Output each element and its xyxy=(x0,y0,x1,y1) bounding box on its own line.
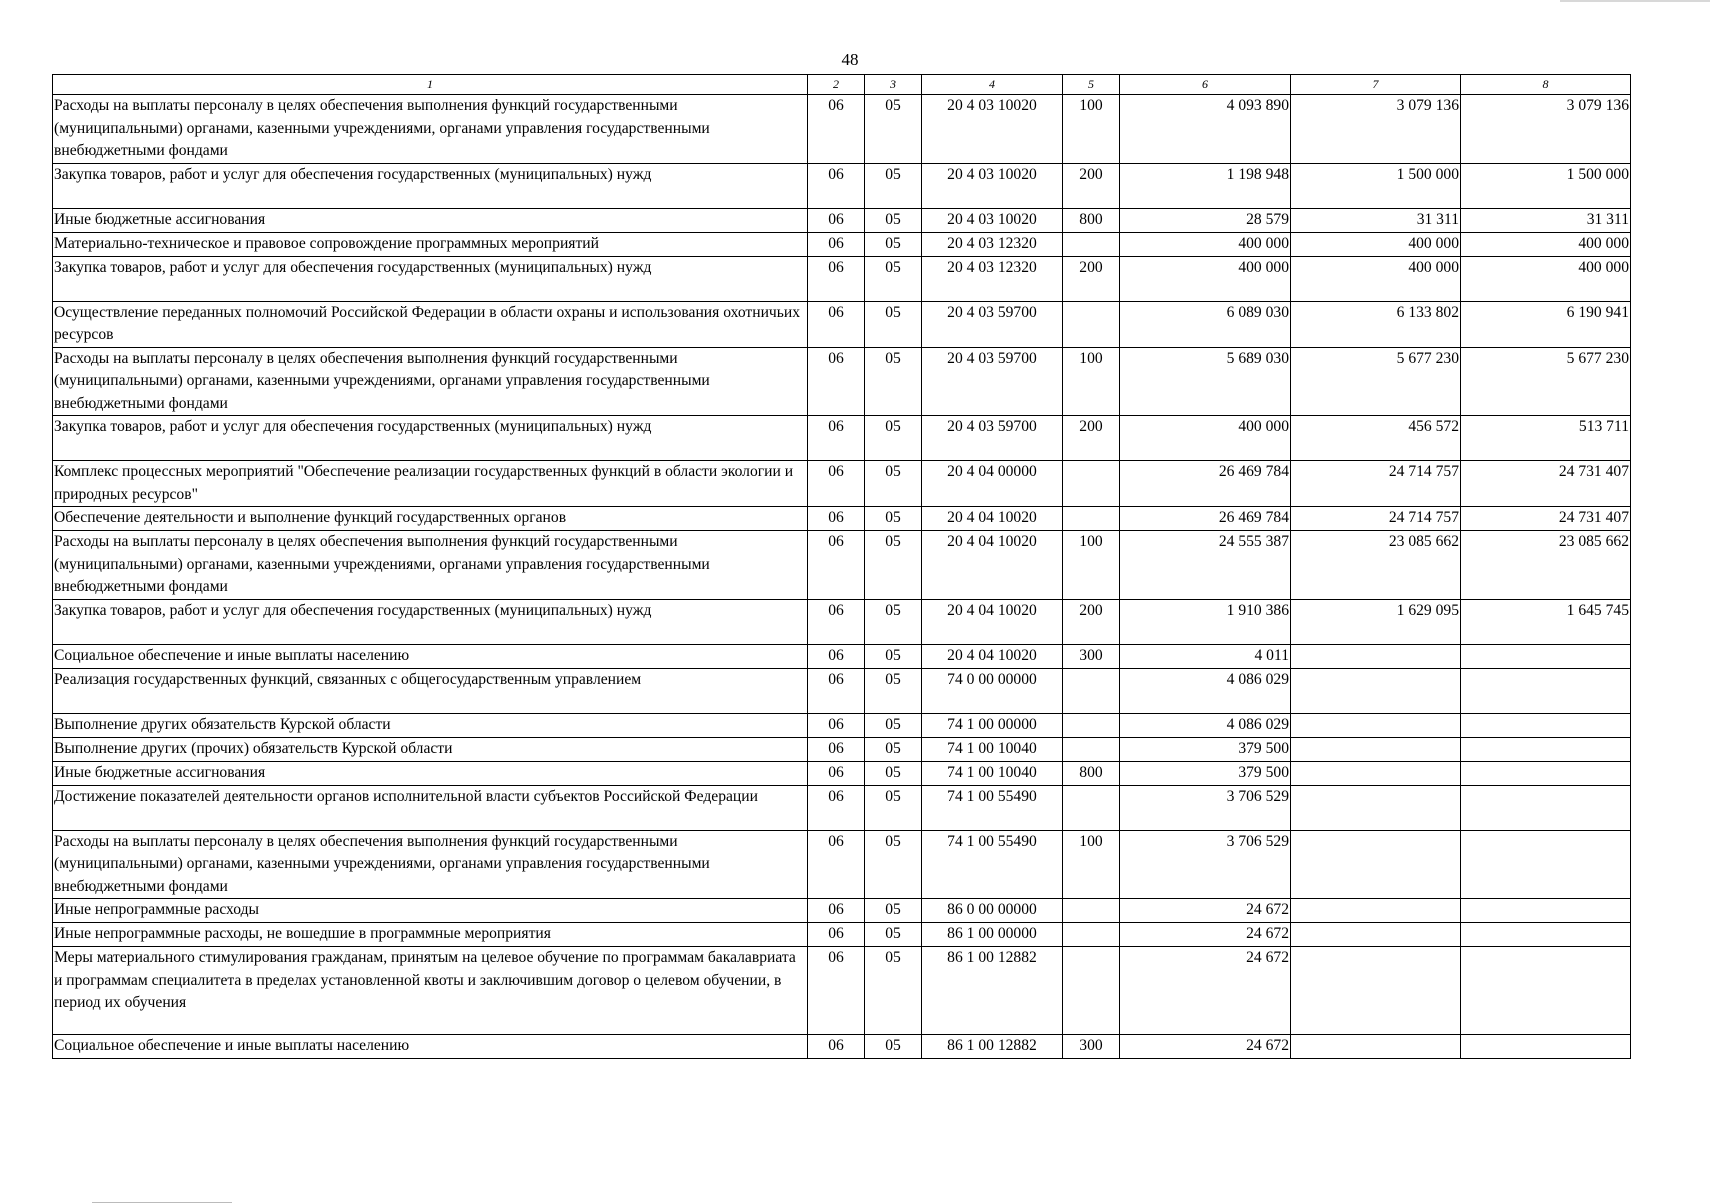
cell-amount-col6: 4 086 029 xyxy=(1120,668,1291,713)
cell-name: Закупка товаров, работ и услуг для обеспечения государственных (муниципальных) нужд xyxy=(53,416,808,461)
cell-amount-col8: 400 000 xyxy=(1461,232,1631,256)
cell-subsection: 05 xyxy=(865,507,922,531)
cell-section: 06 xyxy=(808,785,865,830)
cell-name: Комплекс процессных мероприятий "Обеспечение реализации государственных функций в области экологии и природных ресурсов" xyxy=(53,461,808,507)
cell-section: 06 xyxy=(808,507,865,531)
cell-target-article: 86 1 00 12882 xyxy=(922,1035,1063,1059)
cell-amount-col6: 26 469 784 xyxy=(1120,507,1291,531)
cell-amount-col7 xyxy=(1291,737,1461,761)
cell-expense-type xyxy=(1063,947,1120,1035)
cell-amount-col8 xyxy=(1461,1035,1631,1059)
cell-subsection: 05 xyxy=(865,347,922,416)
cell-expense-type: 100 xyxy=(1063,531,1120,600)
cell-amount-col7 xyxy=(1291,899,1461,923)
cell-amount-col8 xyxy=(1461,644,1631,668)
cell-expense-type: 300 xyxy=(1063,644,1120,668)
cell-section: 06 xyxy=(808,461,865,507)
table-row xyxy=(53,232,1631,256)
cell-expense-type: 800 xyxy=(1063,761,1120,785)
cell-expense-type: 100 xyxy=(1063,95,1120,164)
cell-section: 06 xyxy=(808,531,865,600)
cell-target-article: 86 1 00 00000 xyxy=(922,923,1063,947)
cell-subsection: 05 xyxy=(865,785,922,830)
cell-amount-col8 xyxy=(1461,668,1631,713)
cell-section: 06 xyxy=(808,599,865,644)
cell-amount-col6: 1 198 948 xyxy=(1120,163,1291,208)
cell-target-article: 86 0 00 00000 xyxy=(922,899,1063,923)
cell-section: 06 xyxy=(808,737,865,761)
table-row xyxy=(53,761,1631,785)
cell-amount-col6: 400 000 xyxy=(1120,256,1291,301)
cell-expense-type: 200 xyxy=(1063,599,1120,644)
cell-amount-col7: 400 000 xyxy=(1291,256,1461,301)
cell-amount-col6: 3 706 529 xyxy=(1120,830,1291,899)
table-row xyxy=(53,830,1631,899)
cell-section: 06 xyxy=(808,668,865,713)
cell-section: 06 xyxy=(808,208,865,232)
cell-target-article: 74 1 00 10040 xyxy=(922,737,1063,761)
cell-amount-col8: 23 085 662 xyxy=(1461,531,1631,600)
table-row xyxy=(53,1035,1631,1059)
cell-target-article: 20 4 03 10020 xyxy=(922,163,1063,208)
table-row xyxy=(53,947,1631,1035)
cell-amount-col6: 24 672 xyxy=(1120,899,1291,923)
cell-subsection: 05 xyxy=(865,461,922,507)
cell-amount-col8 xyxy=(1461,923,1631,947)
cell-target-article: 20 4 03 12320 xyxy=(922,256,1063,301)
cell-target-article: 74 1 00 00000 xyxy=(922,713,1063,737)
cell-amount-col8: 5 677 230 xyxy=(1461,347,1631,416)
cell-name: Закупка товаров, работ и услуг для обеспечения государственных (муниципальных) нужд xyxy=(53,599,808,644)
cell-subsection: 05 xyxy=(865,599,922,644)
cell-target-article: 20 4 04 10020 xyxy=(922,531,1063,600)
cell-amount-col6: 4 086 029 xyxy=(1120,713,1291,737)
cell-expense-type: 100 xyxy=(1063,347,1120,416)
column-header-3: 3 xyxy=(865,75,922,95)
header-row xyxy=(53,75,1631,95)
cell-target-article: 20 4 03 59700 xyxy=(922,301,1063,347)
table-row xyxy=(53,737,1631,761)
cell-amount-col8 xyxy=(1461,830,1631,899)
cell-section: 06 xyxy=(808,923,865,947)
cell-name: Реализация государственных функций, связанных с общегосударственным управлением xyxy=(53,668,808,713)
table-body xyxy=(53,95,1631,1059)
cell-amount-col8: 1 500 000 xyxy=(1461,163,1631,208)
cell-amount-col8 xyxy=(1461,761,1631,785)
cell-section: 06 xyxy=(808,644,865,668)
cell-expense-type xyxy=(1063,899,1120,923)
cell-amount-col8 xyxy=(1461,737,1631,761)
cell-amount-col7 xyxy=(1291,947,1461,1035)
cell-subsection: 05 xyxy=(865,830,922,899)
cell-expense-type: 200 xyxy=(1063,163,1120,208)
cell-target-article: 74 0 00 00000 xyxy=(922,668,1063,713)
table-row xyxy=(53,163,1631,208)
cell-amount-col7 xyxy=(1291,713,1461,737)
column-header-4: 4 xyxy=(922,75,1063,95)
cell-name: Материально-техническое и правовое сопровождение программных мероприятий xyxy=(53,232,808,256)
column-header-7: 7 xyxy=(1291,75,1461,95)
cell-target-article: 74 1 00 55490 xyxy=(922,830,1063,899)
cell-name: Закупка товаров, работ и услуг для обеспечения государственных (муниципальных) нужд xyxy=(53,163,808,208)
cell-name: Обеспечение деятельности и выполнение функций государственных органов xyxy=(53,507,808,531)
cell-subsection: 05 xyxy=(865,761,922,785)
cell-amount-col8: 31 311 xyxy=(1461,208,1631,232)
table-row xyxy=(53,461,1631,507)
cell-amount-col6: 3 706 529 xyxy=(1120,785,1291,830)
cell-target-article: 20 4 03 12320 xyxy=(922,232,1063,256)
cell-name: Меры материального стимулирования гражданам, принятым на целевое обучение по программам бакалавриата и программам специалитета в пределах установленной квоты и заключившим договор о целевом обучении, в период их обучения xyxy=(53,947,808,1035)
cell-amount-col7 xyxy=(1291,644,1461,668)
cell-amount-col8: 400 000 xyxy=(1461,256,1631,301)
cell-amount-col7: 24 714 757 xyxy=(1291,461,1461,507)
cell-target-article: 20 4 03 10020 xyxy=(922,208,1063,232)
cell-expense-type xyxy=(1063,507,1120,531)
cell-name: Расходы на выплаты персоналу в целях обеспечения выполнения функций государственными (муниципальными) органами, казенными учреждениями, органами управления государственными внебюджетными фондами xyxy=(53,830,808,899)
cell-amount-col8: 24 731 407 xyxy=(1461,461,1631,507)
cell-subsection: 05 xyxy=(865,947,922,1035)
cell-subsection: 05 xyxy=(865,899,922,923)
cell-name: Иные непрограммные расходы xyxy=(53,899,808,923)
table-row xyxy=(53,301,1631,347)
cell-amount-col8: 24 731 407 xyxy=(1461,507,1631,531)
cell-section: 06 xyxy=(808,830,865,899)
cell-amount-col6: 24 555 387 xyxy=(1120,531,1291,600)
cell-amount-col8: 1 645 745 xyxy=(1461,599,1631,644)
cell-amount-col6: 400 000 xyxy=(1120,232,1291,256)
cell-section: 06 xyxy=(808,416,865,461)
cell-subsection: 05 xyxy=(865,713,922,737)
cell-section: 06 xyxy=(808,232,865,256)
page-number: 48 xyxy=(841,50,859,69)
table-row xyxy=(53,923,1631,947)
cell-subsection: 05 xyxy=(865,163,922,208)
cell-target-article: 20 4 03 59700 xyxy=(922,347,1063,416)
cell-expense-type xyxy=(1063,713,1120,737)
cell-amount-col7: 1 500 000 xyxy=(1291,163,1461,208)
cell-expense-type xyxy=(1063,737,1120,761)
cell-expense-type xyxy=(1063,461,1120,507)
table-row xyxy=(53,599,1631,644)
cell-expense-type: 800 xyxy=(1063,208,1120,232)
cell-expense-type xyxy=(1063,232,1120,256)
cell-target-article: 20 4 04 10020 xyxy=(922,507,1063,531)
cell-amount-col7: 23 085 662 xyxy=(1291,531,1461,600)
cell-section: 06 xyxy=(808,899,865,923)
column-header-1: 1 xyxy=(53,75,808,95)
table-row xyxy=(53,95,1631,164)
cell-amount-col8 xyxy=(1461,899,1631,923)
cell-amount-col8 xyxy=(1461,947,1631,1035)
cell-section: 06 xyxy=(808,761,865,785)
cell-name: Иные бюджетные ассигнования xyxy=(53,208,808,232)
cell-amount-col7: 5 677 230 xyxy=(1291,347,1461,416)
cell-amount-col7: 1 629 095 xyxy=(1291,599,1461,644)
cell-amount-col6: 24 672 xyxy=(1120,947,1291,1035)
cell-amount-col7 xyxy=(1291,761,1461,785)
cell-target-article: 86 1 00 12882 xyxy=(922,947,1063,1035)
table-row xyxy=(53,899,1631,923)
cell-name: Расходы на выплаты персоналу в целях обеспечения выполнения функций государственными (муниципальными) органами, казенными учреждениями, органами управления государственными внебюджетными фондами xyxy=(53,95,808,164)
table-row xyxy=(53,347,1631,416)
cell-subsection: 05 xyxy=(865,301,922,347)
cell-amount-col6: 4 093 890 xyxy=(1120,95,1291,164)
cell-expense-type: 300 xyxy=(1063,1035,1120,1059)
cell-amount-col8 xyxy=(1461,713,1631,737)
cell-amount-col6: 379 500 xyxy=(1120,737,1291,761)
cell-amount-col6: 5 689 030 xyxy=(1120,347,1291,416)
cell-expense-type: 100 xyxy=(1063,830,1120,899)
table-row xyxy=(53,416,1631,461)
cell-name: Иные непрограммные расходы, не вошедшие в программные мероприятия xyxy=(53,923,808,947)
cell-target-article: 74 1 00 55490 xyxy=(922,785,1063,830)
cell-target-article: 20 4 04 10020 xyxy=(922,599,1063,644)
column-header-5: 5 xyxy=(1063,75,1120,95)
cell-expense-type: 200 xyxy=(1063,256,1120,301)
cell-amount-col6: 1 910 386 xyxy=(1120,599,1291,644)
cell-name: Социальное обеспечение и иные выплаты населению xyxy=(53,644,808,668)
cell-amount-col6: 24 672 xyxy=(1120,923,1291,947)
cell-subsection: 05 xyxy=(865,668,922,713)
column-header-2: 2 xyxy=(808,75,865,95)
cell-section: 06 xyxy=(808,301,865,347)
table-row xyxy=(53,256,1631,301)
cell-amount-col8: 6 190 941 xyxy=(1461,301,1631,347)
cell-amount-col8: 3 079 136 xyxy=(1461,95,1631,164)
cell-name: Достижение показателей деятельности органов исполнительной власти субъектов Российской Федерации xyxy=(53,785,808,830)
cell-subsection: 05 xyxy=(865,737,922,761)
cell-section: 06 xyxy=(808,713,865,737)
cell-amount-col7: 400 000 xyxy=(1291,232,1461,256)
cell-amount-col7 xyxy=(1291,830,1461,899)
cell-amount-col6: 26 469 784 xyxy=(1120,461,1291,507)
cell-amount-col6: 379 500 xyxy=(1120,761,1291,785)
cell-name: Расходы на выплаты персоналу в целях обеспечения выполнения функций государственными (муниципальными) органами, казенными учреждениями, органами управления государственными внебюджетными фондами xyxy=(53,531,808,600)
cell-amount-col7 xyxy=(1291,923,1461,947)
cell-section: 06 xyxy=(808,163,865,208)
cell-amount-col6: 4 011 xyxy=(1120,644,1291,668)
cell-subsection: 05 xyxy=(865,923,922,947)
cell-target-article: 20 4 04 00000 xyxy=(922,461,1063,507)
cell-target-article: 20 4 03 59700 xyxy=(922,416,1063,461)
cell-amount-col7 xyxy=(1291,785,1461,830)
cell-expense-type xyxy=(1063,785,1120,830)
cell-subsection: 05 xyxy=(865,232,922,256)
cell-expense-type: 200 xyxy=(1063,416,1120,461)
cell-amount-col7: 24 714 757 xyxy=(1291,507,1461,531)
cell-amount-col7 xyxy=(1291,1035,1461,1059)
cell-amount-col6: 28 579 xyxy=(1120,208,1291,232)
table-row xyxy=(53,507,1631,531)
cell-section: 06 xyxy=(808,347,865,416)
table-row xyxy=(53,531,1631,600)
cell-subsection: 05 xyxy=(865,531,922,600)
column-header-6: 6 xyxy=(1120,75,1291,95)
cell-amount-col8: 513 711 xyxy=(1461,416,1631,461)
cell-amount-col7: 456 572 xyxy=(1291,416,1461,461)
table-row xyxy=(53,644,1631,668)
cell-section: 06 xyxy=(808,95,865,164)
cell-section: 06 xyxy=(808,256,865,301)
cell-name: Социальное обеспечение и иные выплаты населению xyxy=(53,1035,808,1059)
cell-name: Закупка товаров, работ и услуг для обеспечения государственных (муниципальных) нужд xyxy=(53,256,808,301)
cell-name: Иные бюджетные ассигнования xyxy=(53,761,808,785)
cell-amount-col7: 6 133 802 xyxy=(1291,301,1461,347)
cell-target-article: 74 1 00 10040 xyxy=(922,761,1063,785)
table-row xyxy=(53,785,1631,830)
cell-amount-col6: 400 000 xyxy=(1120,416,1291,461)
budget-table xyxy=(52,74,1631,1059)
cell-amount-col6: 6 089 030 xyxy=(1120,301,1291,347)
cell-amount-col7: 3 079 136 xyxy=(1291,95,1461,164)
cell-amount-col6: 24 672 xyxy=(1120,1035,1291,1059)
cell-subsection: 05 xyxy=(865,256,922,301)
cell-amount-col7 xyxy=(1291,668,1461,713)
cell-subsection: 05 xyxy=(865,416,922,461)
table-row xyxy=(53,713,1631,737)
column-header-8: 8 xyxy=(1461,75,1631,95)
cell-expense-type xyxy=(1063,923,1120,947)
cell-expense-type xyxy=(1063,668,1120,713)
cell-target-article: 20 4 04 10020 xyxy=(922,644,1063,668)
cell-name: Выполнение других (прочих) обязательств Курской области xyxy=(53,737,808,761)
cell-subsection: 05 xyxy=(865,208,922,232)
cell-section: 06 xyxy=(808,947,865,1035)
cell-expense-type xyxy=(1063,301,1120,347)
cell-name: Выполнение других обязательств Курской области xyxy=(53,713,808,737)
cell-name: Осуществление переданных полномочий Российской Федерации в области охраны и использования охотничьих ресурсов xyxy=(53,301,808,347)
cell-amount-col8 xyxy=(1461,785,1631,830)
cell-subsection: 05 xyxy=(865,644,922,668)
table-row xyxy=(53,208,1631,232)
cell-section: 06 xyxy=(808,1035,865,1059)
cell-amount-col7: 31 311 xyxy=(1291,208,1461,232)
cell-subsection: 05 xyxy=(865,95,922,164)
table-row xyxy=(53,668,1631,713)
scan-edge-mark xyxy=(1560,0,1710,2)
cell-subsection: 05 xyxy=(865,1035,922,1059)
cell-target-article: 20 4 03 10020 xyxy=(922,95,1063,164)
cell-name: Расходы на выплаты персоналу в целях обеспечения выполнения функций государственными (муниципальными) органами, казенными учреждениями, органами управления государственными внебюджетными фондами xyxy=(53,347,808,416)
